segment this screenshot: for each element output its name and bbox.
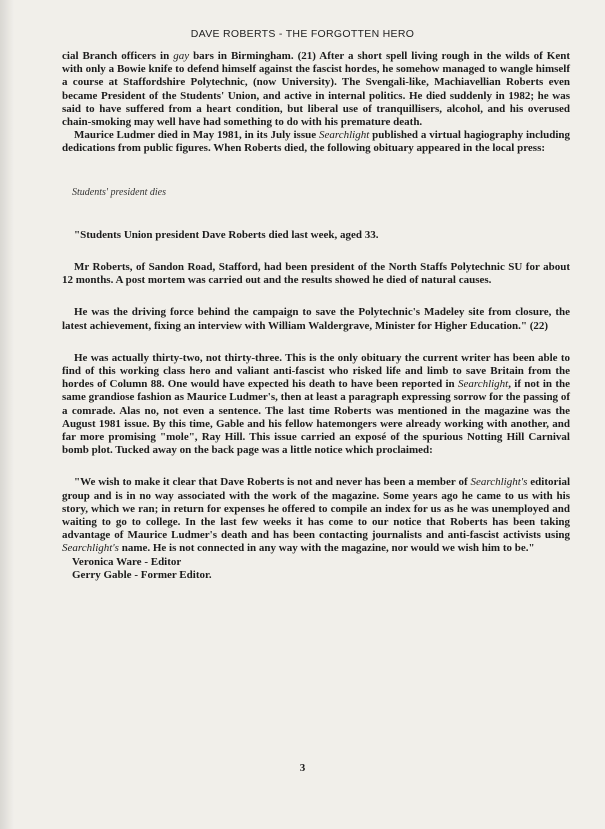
commentary-paragraph: He was actually thirty-two, not thirty-three. This is the only obituary the current writer has been able to find of this working class hero and valiant anti-fascist who risked life and limb to save Britain from the hordes of Column 88. One would have expected his death to have been reported in Searchlight, if not in the same grandiose fashion as Maurice Ludmer's, then at least a paragraph expressing sorrow for the passing of a comrade. Alas no, not even a sentence. The last time Roberts was mentioned in the magazine was the August 1981 issue. By this time, Gable and his fellow hatemongers were already working with another, and far more promising "mole", Ray Hill. This issue carried an exposé of the spurious Notting Hill Carnival bomb plot. Tucked away on the back page was a little notice which proclaimed: <box>62 351 570 457</box>
obituary-paragraph-1: "Students Union president Dave Roberts died last week, aged 33. <box>74 228 379 241</box>
signature-former-editor: Gerry Gable - Former Editor. <box>72 568 212 581</box>
signature-editor: Veronica Ware - Editor <box>72 555 182 568</box>
obituary-subheading: Students' president dies <box>72 186 166 198</box>
intro-paragraph: cial Branch officers in gay bars in Birmingham. (21) After a short spell living rough in the wilds of Kent with only a Bowie knife to defend himself against the fascist hordes, he somehow managed to wangle himself a course at Staffordshire Polytechnic, (now University). The Svengali-like, Machiavellian Roberts even became President of the Students' Union, and active in internal politics. He died suddenly in 1982; he was said to have suffered from a heart condition, but liberal use of tranquillisers, alcohol, and his overused chain-smoking may well have had something to do with his premature death. <box>62 50 570 129</box>
ludmer-paragraph: Maurice Ludmer died in May 1981, in its July issue Searchlight published a virtual hagiography including dedications from public figures. When Roberts died, the following obituary appeared in the local press: <box>62 129 571 155</box>
scan-edge-shadow <box>0 0 14 829</box>
obituary-paragraph-3: He was the driving force behind the campaign to save the Polytechnic's Madeley site from closure, the latest achievement, fixing an interview with William Waldergrave, Minister for Higher Education." (22) <box>62 306 570 332</box>
page-number: 3 <box>299 762 306 774</box>
page-body <box>62 50 570 582</box>
obituary-paragraph-2: Mr Roberts, of Sandon Road, Stafford, had been president of the North Staffs Polytechnic SU for about 12 months. A post mortem was carried out and the results showed he died of natural causes. <box>62 261 570 287</box>
running-header: DAVE ROBERTS - THE FORGOTTEN HERO <box>190 28 415 40</box>
searchlight-notice: "We wish to make it clear that Dave Roberts is not and never has been a member of Searchlight's editorial group and is in no way associated with the work of the magazine. Some years ago he came to us with his story, which we ran; in return for expenses he offered to compile an index for us as he was unemployed and waiting to go to college. In the last few weeks it has come to our notice that Roberts has been taking advantage of Maurice Ludmer's death and has been contacting journalists and anti-fascist activists using Searchlight's name. He is not connected in any way with the magazine, nor would we wish him to be." <box>62 476 570 555</box>
